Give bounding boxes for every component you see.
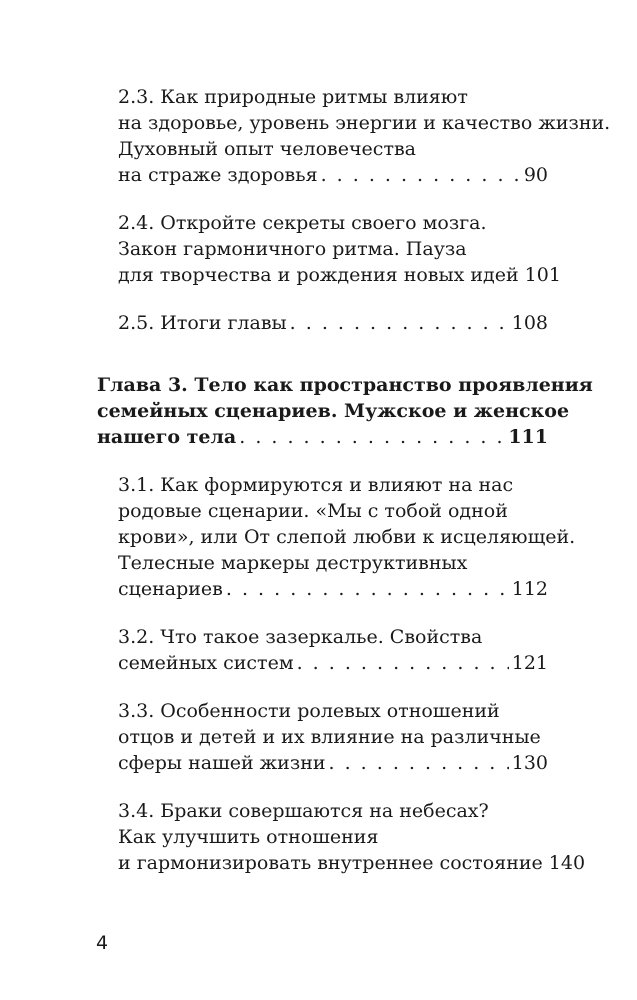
toc-last-line bbox=[118, 750, 548, 776]
toc-page-number: 90 bbox=[523, 164, 548, 186]
toc-page-number: 108 bbox=[511, 312, 548, 334]
toc-line: Духовный опыт человечества bbox=[118, 138, 416, 160]
toc-line: крови», или От слепой любви к исцеляющей. bbox=[118, 526, 576, 548]
toc-line: Телесные маркеры деструктивных bbox=[118, 552, 468, 574]
toc-line: отцов и детей и их влияние на различные bbox=[118, 726, 541, 748]
toc-page-number: 121 bbox=[511, 652, 548, 674]
toc-last-line bbox=[118, 310, 548, 336]
dot-leader bbox=[290, 310, 509, 336]
toc-last-line bbox=[97, 424, 548, 450]
toc-line: Глава 3. Тело как пространство проявления bbox=[97, 374, 593, 396]
toc-line: Закон гармоничного ритма. Пауза bbox=[118, 238, 467, 260]
toc-line: семейных сценариев. Мужское и женское bbox=[97, 400, 570, 422]
toc-last-line bbox=[118, 850, 586, 876]
toc-line: 2.3. Как природные ритмы влияют bbox=[118, 86, 468, 108]
toc-line: родовые сценарии. «Мы с тобой одной bbox=[118, 500, 508, 522]
toc-last-line bbox=[118, 576, 548, 602]
toc-line: 3.2. Что такое зазеркалье. Свойства bbox=[118, 626, 483, 648]
dot-leader bbox=[329, 750, 509, 776]
toc-page-number: 111 bbox=[508, 426, 548, 448]
table-of-contents bbox=[97, 84, 611, 898]
toc-line: нашего тела bbox=[97, 426, 237, 448]
dot-leader bbox=[226, 576, 509, 602]
toc-entry-2-4[interactable] bbox=[118, 210, 561, 288]
toc-last-line bbox=[118, 650, 548, 676]
toc-last-line bbox=[118, 262, 561, 288]
toc-line: 3.4. Браки совершаются на небесах? bbox=[118, 800, 489, 822]
page-number: 4 bbox=[96, 932, 109, 954]
toc-entry-3-2[interactable] bbox=[118, 624, 548, 676]
toc-entry-3-4[interactable] bbox=[118, 798, 586, 876]
toc-entry-3-1[interactable] bbox=[118, 472, 576, 602]
toc-last-line bbox=[118, 162, 548, 188]
toc-entry-3-3[interactable] bbox=[118, 698, 548, 776]
dot-leader bbox=[239, 424, 505, 450]
toc-line: на страже здоровья bbox=[118, 164, 318, 186]
toc-line: для творчества и рождения новых идей bbox=[118, 264, 519, 286]
dot-leader bbox=[297, 650, 509, 676]
toc-line: 3.3. Особенности ролевых отношений bbox=[118, 700, 500, 722]
toc-page-number: 101 bbox=[524, 264, 561, 286]
toc-line: 2.4. Откройте секреты своего мозга. bbox=[118, 212, 487, 234]
toc-line: и гармонизировать внутреннее состояние bbox=[118, 852, 543, 874]
dot-leader bbox=[321, 162, 521, 188]
toc-line: сферы нашей жизни bbox=[118, 752, 326, 774]
toc-entry-chapter-3[interactable] bbox=[97, 372, 593, 450]
toc-line: на здоровье, уровень энергии и качество жизни. bbox=[118, 112, 611, 134]
toc-entry-2-3[interactable] bbox=[118, 84, 611, 188]
toc-line: 2.5. Итоги главы bbox=[118, 312, 287, 334]
toc-line: Как улучшить отношения bbox=[118, 826, 379, 848]
toc-entry-2-5[interactable] bbox=[118, 310, 548, 336]
toc-line: сценариев bbox=[118, 578, 223, 600]
toc-page-number: 112 bbox=[511, 578, 548, 600]
toc-page-number: 130 bbox=[511, 752, 548, 774]
toc-line: семейных систем bbox=[118, 652, 294, 674]
toc-page-number: 140 bbox=[548, 852, 586, 874]
toc-line: 3.1. Как формируются и влияют на нас bbox=[118, 474, 514, 496]
